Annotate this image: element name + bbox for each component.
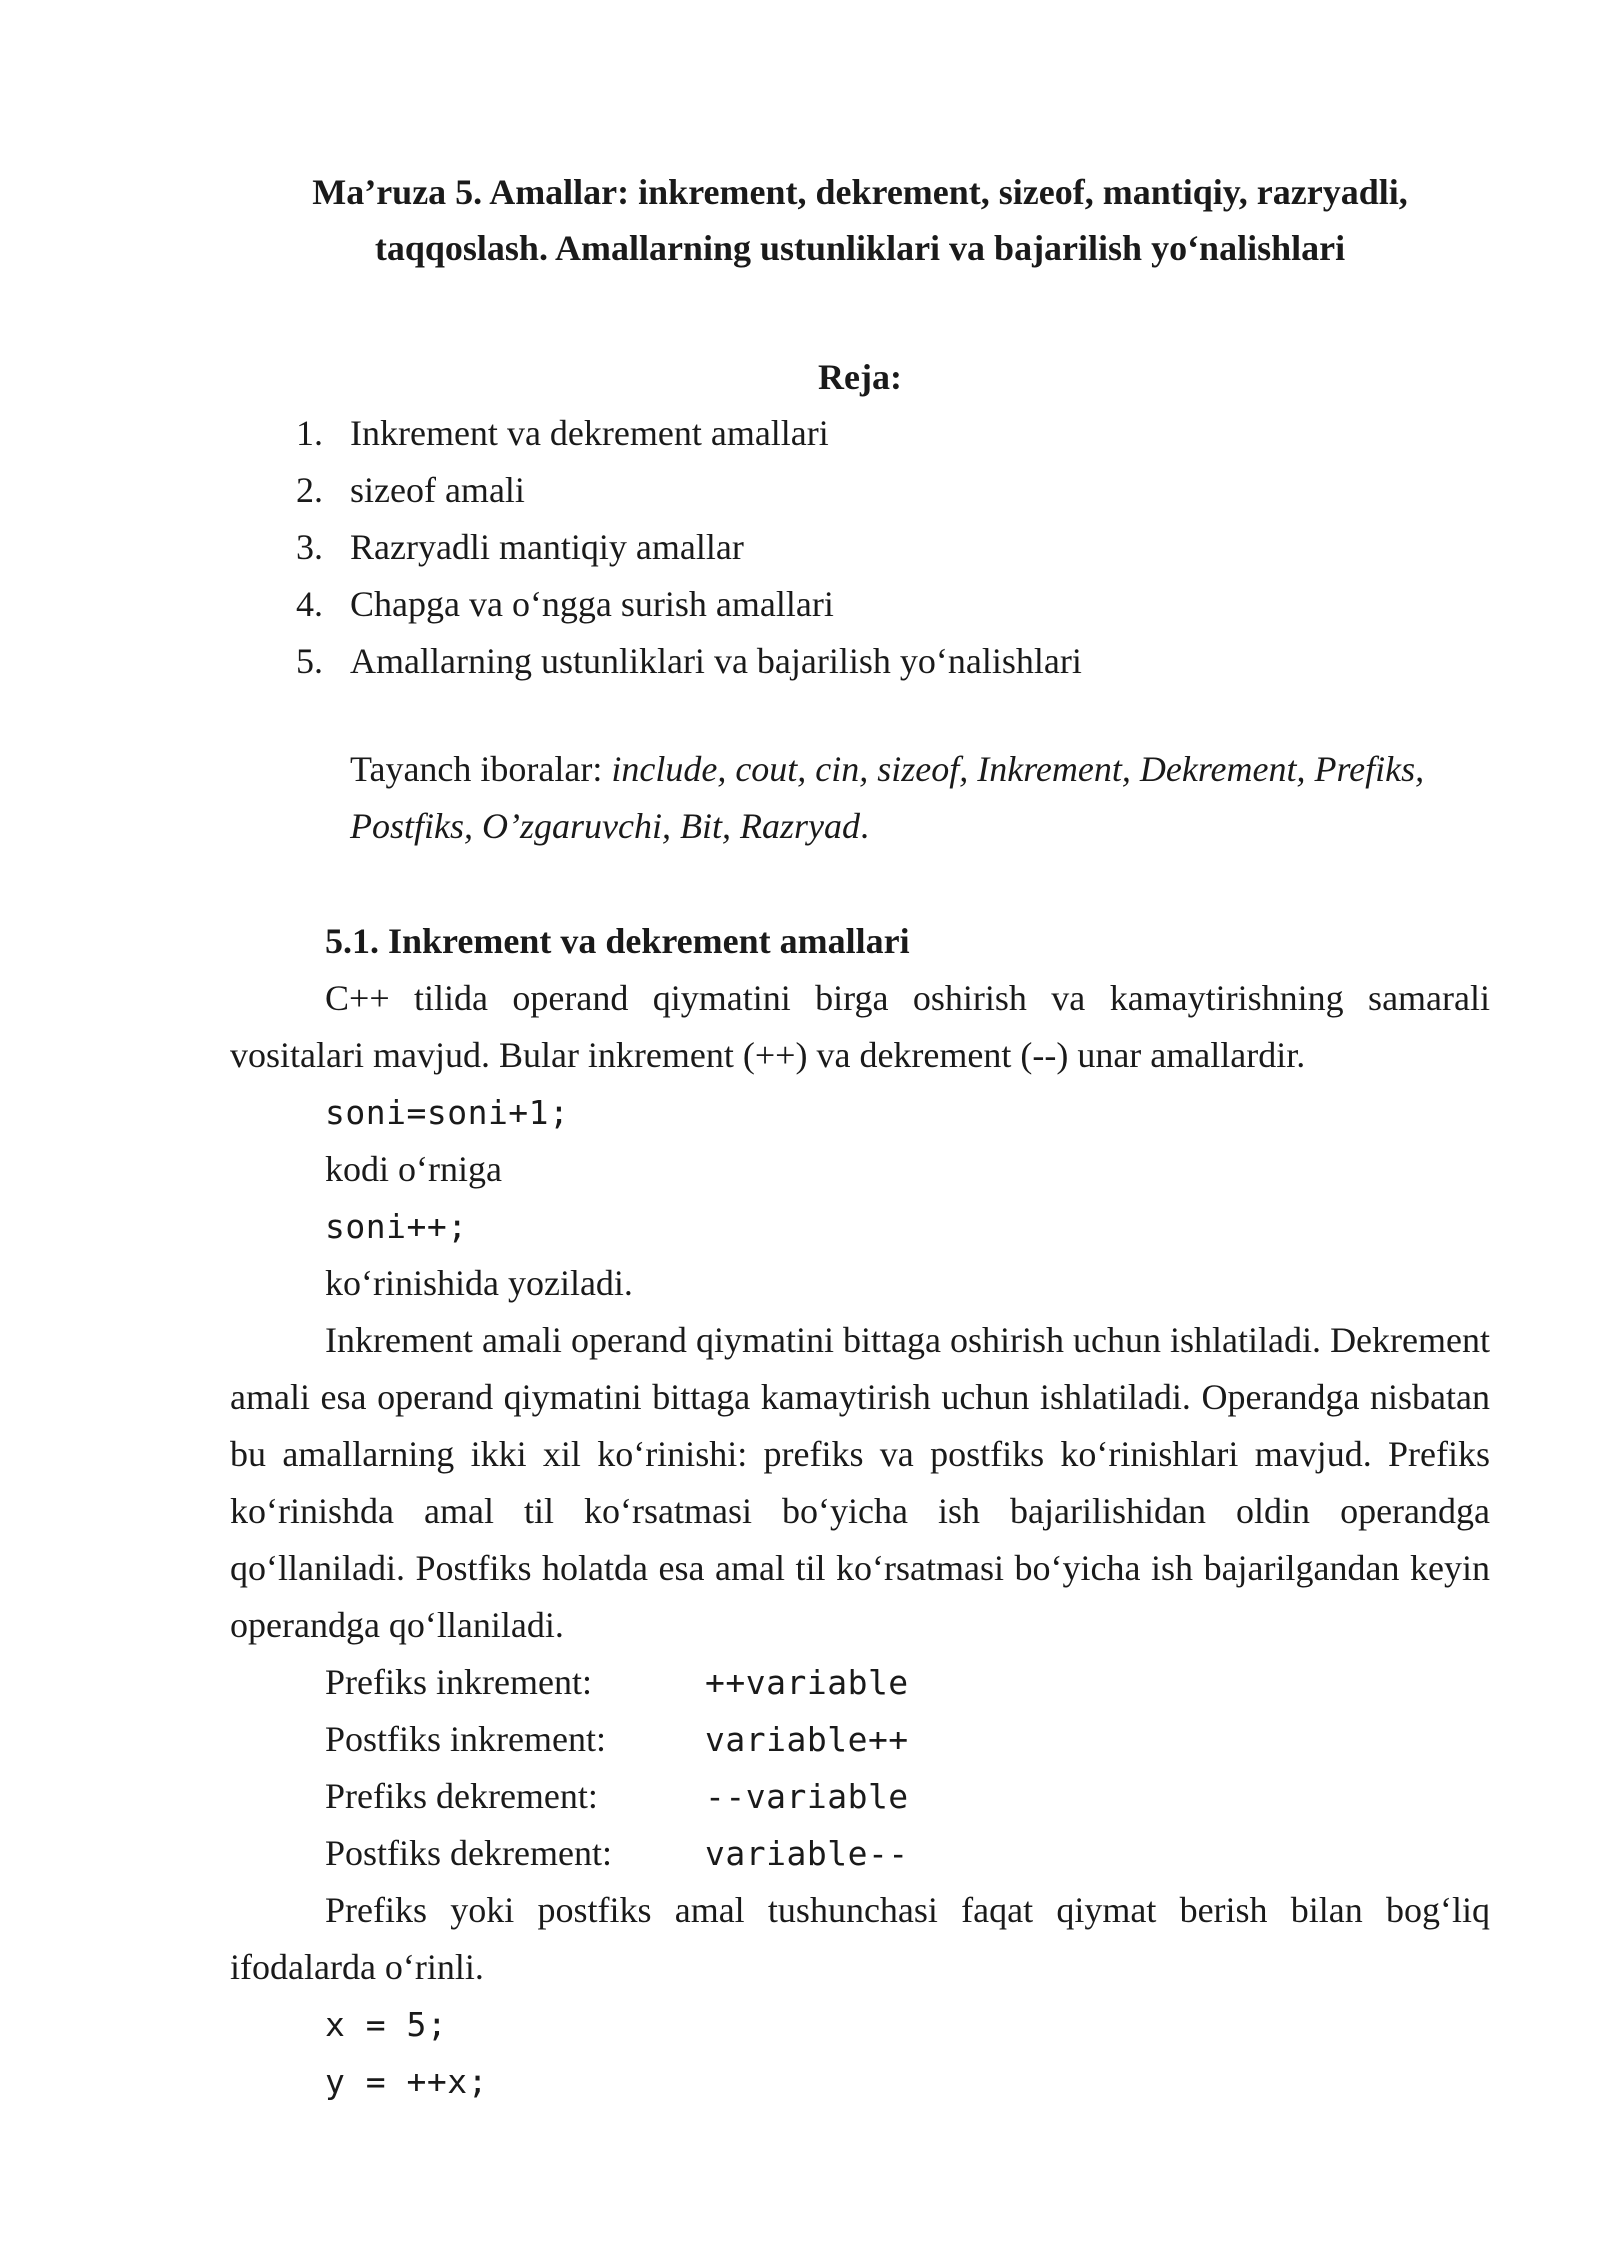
title-line-1: Ma’ruza 5. Amallar: inkrement, dekrement, sizeof, mantiqiy, razryadli, [312, 172, 1408, 212]
plan-item-number: 5. [296, 641, 323, 681]
code-line: soni++; [325, 1207, 468, 1246]
explanation-paragraph: Inkrement amali operand qiymatini bittaga oshirish uchun ishlatiladi. Dekrement amali esa operand qiymatini bittaga kamaytirish uchun ishlatiladi. Operandga nisbatan bu amallarning ikki xil ko‘rinishi: prefiks va postfiks ko‘rinishlari mavjud. Prefiks ko‘rinishda amal til ko‘rsatmasi bo‘yicha ish bajarilishidan oldin operandga qo‘llaniladi. Postfiks holatda esa amal til ko‘rsatmasi bo‘yicha ish bajarilgandan keyin operandga qo‘llaniladi. [230, 1320, 1490, 1645]
code-line: x = 5; [325, 2005, 448, 2044]
code-line: y = ++x; [325, 2062, 488, 2101]
form-row [325, 1654, 909, 1711]
form-row [325, 1825, 909, 1882]
title-line-2: taqqoslash. Amallarning ustunliklari va bajarilish yo‘nalishlari [374, 228, 1346, 268]
intro-paragraph: C++ tilida operand qiymatini birga oshirish va kamaytirishning samarali vositalari mavjud. Bular inkrement (++) va dekrement (--) unar amallardir. [230, 978, 1490, 1075]
plan-item-text: Razryadli mantiqiy amallar [350, 527, 744, 567]
plan-item-number: 1. [296, 413, 323, 453]
form-row [325, 1711, 909, 1768]
keywords-paragraph [350, 741, 1490, 855]
code-line: soni=soni+1; [325, 1093, 570, 1132]
plan-list [296, 405, 1082, 690]
plan-item [296, 462, 1082, 519]
form-label: Prefiks inkrement: [325, 1662, 592, 1702]
form-code: --variable [705, 1777, 909, 1816]
text-line: ko‘rinishida yoziladi. [325, 1263, 633, 1303]
form-row [325, 1768, 909, 1825]
lecture-title [230, 164, 1490, 276]
keywords-end: . [859, 806, 869, 846]
plan-item-text: Chapga va o‘ngga surish amallari [350, 584, 834, 624]
form-label: Postfiks inkrement: [325, 1719, 606, 1759]
plan-item-number: 2. [296, 470, 323, 510]
plan-item [296, 576, 1082, 633]
form-code: ++variable [705, 1663, 909, 1702]
plan-item-number: 4. [296, 584, 323, 624]
form-label: Postfiks dekrement: [325, 1833, 612, 1873]
plan-item-text: sizeof amali [350, 470, 525, 510]
form-code: variable-- [705, 1834, 909, 1873]
plan-item-text: Amallarning ustunliklari va bajarilish yo‘nalishlari [350, 641, 1082, 681]
form-label: Prefiks dekrement: [325, 1776, 598, 1816]
plan-item-text: Inkrement va dekrement amallari [350, 413, 829, 453]
keywords-terms: include, cout, cin, sizeof, Inkrement, Dekrement, Prefiks, Postfiks, O’zgaruvchi, Bit, Razryad [350, 749, 1425, 846]
plan-item [296, 633, 1082, 690]
plan-item [296, 405, 1082, 462]
plan-heading: Reja: [818, 357, 902, 397]
context-paragraph: Prefiks yoki postfiks amal tushunchasi faqat qiymat berish bilan bog‘liq ifodalarda o‘rinli. [230, 1890, 1490, 1987]
text-line: kodi o‘rniga [325, 1149, 502, 1189]
plan-item-number: 3. [296, 527, 323, 567]
plan-item [296, 519, 1082, 576]
section-heading: 5.1. Inkrement va dekrement amallari [325, 921, 910, 961]
keywords-label: Tayanch iboralar: [350, 749, 612, 789]
form-code: variable++ [705, 1720, 909, 1759]
